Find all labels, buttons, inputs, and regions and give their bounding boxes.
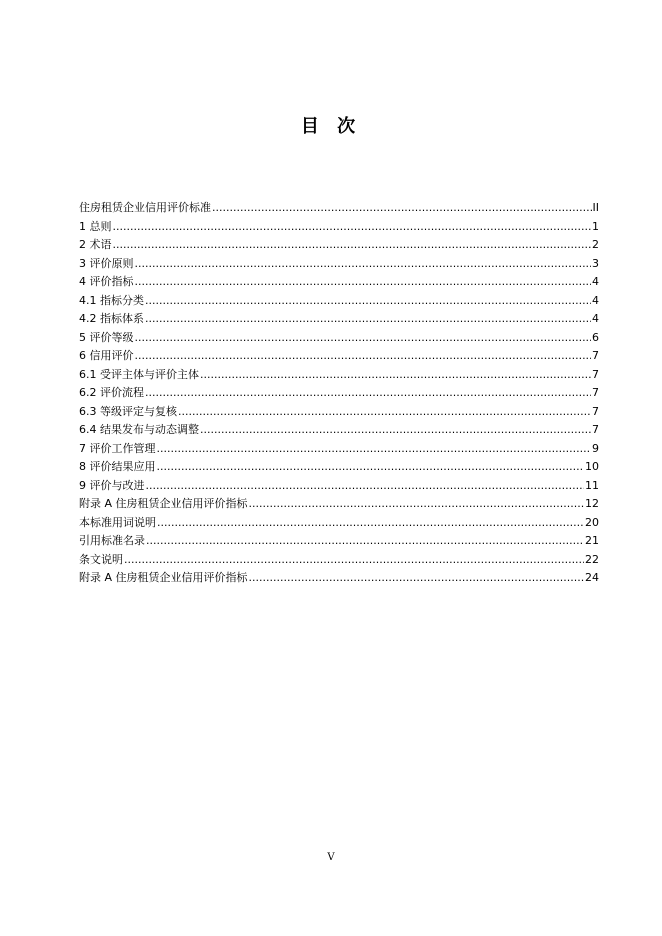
toc-entry-label: 6 信用评价 [79, 349, 134, 362]
table-of-contents [79, 199, 599, 588]
toc-dot-leader [135, 273, 592, 292]
toc-entry-label: 5 评价等级 [79, 330, 134, 344]
toc-entry[interactable] [79, 551, 599, 570]
toc-entry-label: 引用标准名录 [79, 534, 145, 547]
toc-dot-leader [146, 477, 585, 496]
toc-entry-page: 11 [585, 478, 599, 492]
toc-entry[interactable] [79, 329, 599, 348]
toc-entry[interactable] [79, 310, 599, 329]
toc-entry-page: 4 [592, 293, 599, 307]
toc-entry[interactable] [79, 495, 599, 514]
toc-entry-label: 4 评价指标 [79, 275, 134, 288]
toc-entry-page: 10 [585, 460, 599, 473]
toc-entry-page: 7 [592, 367, 599, 381]
toc-entry[interactable] [79, 273, 599, 292]
toc-entry-page: 7 [592, 423, 599, 436]
toc-entry[interactable] [79, 421, 599, 440]
toc-entry[interactable] [79, 440, 599, 459]
toc-entry-label: 条文说明 [79, 552, 123, 566]
toc-entry-page: 7 [592, 404, 599, 418]
toc-dot-leader [157, 440, 592, 459]
toc-dot-leader [157, 514, 584, 533]
toc-entry-label: 9 评价与改进 [79, 478, 145, 492]
toc-dot-leader [249, 495, 584, 514]
toc-entry-label: 1 总则 [79, 219, 112, 233]
toc-entry-label: 6.3 等级评定与复核 [79, 404, 177, 418]
toc-entry-page: 7 [592, 349, 599, 362]
toc-entry-page: 12 [585, 497, 599, 510]
toc-entry-label: 4.1 指标分类 [79, 293, 144, 307]
toc-entry[interactable] [79, 384, 599, 403]
toc-dot-leader [200, 366, 591, 385]
toc-dot-leader [178, 403, 591, 422]
toc-entry-page: 22 [585, 552, 599, 566]
toc-entry[interactable] [79, 218, 599, 237]
toc-entry[interactable] [79, 477, 599, 496]
toc-entry-page: 2 [592, 238, 599, 251]
toc-entry-page: II [592, 201, 599, 214]
toc-entry[interactable] [79, 514, 599, 533]
toc-entry-label: 8 评价结果应用 [79, 460, 156, 473]
toc-entry-page: 4 [592, 312, 599, 325]
toc-entry-label: 7 评价工作管理 [79, 441, 156, 455]
toc-entry-page: 4 [592, 275, 599, 288]
toc-dot-leader [113, 236, 592, 255]
toc-dot-leader [135, 347, 592, 366]
toc-entry[interactable] [79, 403, 599, 422]
toc-entry-page: 20 [585, 515, 599, 529]
toc-entry[interactable] [79, 255, 599, 274]
toc-entry-page: 1 [592, 219, 599, 233]
toc-entry-label: 附录 A 住房租赁企业信用评价指标 [79, 497, 248, 510]
toc-entry-label: 6.1 受评主体与评价主体 [79, 367, 199, 381]
toc-dot-leader [249, 569, 584, 588]
toc-entry[interactable] [79, 236, 599, 255]
toc-entry[interactable] [79, 292, 599, 311]
toc-entry-label: 2 术语 [79, 238, 112, 251]
toc-entry-label: 住房租赁企业信用评价标准 [79, 201, 211, 214]
toc-entry-label: 附录 A 住房租赁企业信用评价指标 [79, 571, 248, 584]
toc-entry-page: 7 [592, 386, 599, 399]
toc-entry[interactable] [79, 458, 599, 477]
toc-dot-leader [157, 458, 585, 477]
toc-dot-leader [212, 199, 592, 218]
toc-entry[interactable] [79, 569, 599, 588]
toc-entry-page: 24 [585, 571, 599, 584]
toc-entry[interactable] [79, 532, 599, 551]
toc-entry-label: 4.2 指标体系 [79, 312, 144, 325]
toc-dot-leader [145, 384, 591, 403]
toc-dot-leader [113, 218, 592, 237]
toc-dot-leader [145, 292, 591, 311]
toc-entry-page: 21 [585, 534, 599, 547]
page-title: 目 次 [300, 116, 362, 137]
toc-dot-leader [135, 255, 592, 274]
toc-dot-leader [124, 551, 584, 570]
toc-entry-page: 6 [592, 330, 599, 344]
toc-entry-label: 6.4 结果发布与动态调整 [79, 423, 199, 436]
toc-dot-leader [200, 421, 591, 440]
toc-entry-label: 6.2 评价流程 [79, 386, 144, 399]
toc-entry[interactable] [79, 366, 599, 385]
page-number: V [327, 852, 335, 863]
toc-dot-leader [146, 532, 584, 551]
toc-entry-label: 本标准用词说明 [79, 515, 156, 529]
toc-entry-label: 3 评价原则 [79, 256, 134, 270]
toc-dot-leader [145, 310, 591, 329]
toc-entry[interactable] [79, 199, 599, 218]
toc-entry[interactable] [79, 347, 599, 366]
toc-dot-leader [135, 329, 592, 348]
toc-entry-page: 3 [592, 256, 599, 270]
toc-entry-page: 9 [592, 441, 599, 455]
